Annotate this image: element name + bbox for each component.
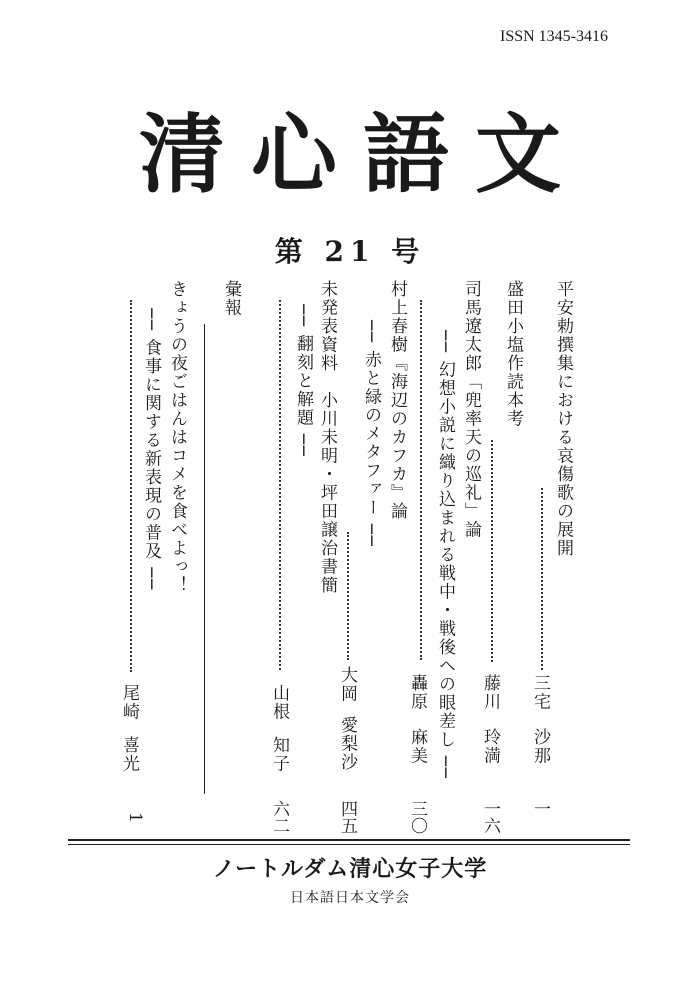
- page-number: 一六: [480, 800, 500, 834]
- toc-entry[interactable]: [384, 280, 410, 521]
- toc-subtitle: [358, 320, 384, 547]
- toc-entry[interactable]: [500, 280, 526, 428]
- page-number: 三〇: [407, 800, 427, 834]
- author-given: 沙那: [530, 728, 550, 765]
- article-subtitle: ── 幻想小説に織り込まれる戦中・戦後への眼差し ──: [435, 330, 455, 780]
- page-number: 1: [125, 812, 145, 823]
- article-title: 平安勅撰集における哀傷歌の展開: [553, 280, 573, 558]
- publisher: ノートルダム清心女子大学: [212, 856, 488, 882]
- bulletin-heading[interactable]: [218, 280, 244, 317]
- footer-rule: [68, 839, 630, 841]
- author-given: 知子: [269, 736, 289, 773]
- toc-entry[interactable]: [164, 280, 190, 595]
- bulletin-rule: [204, 324, 205, 794]
- issn: ISSN 1345-3416: [499, 28, 608, 45]
- article-title: 未発表資料 小川未明・坪田譲治書簡: [317, 280, 337, 595]
- toc-subtitle: [290, 304, 316, 457]
- toc-entry[interactable]: [314, 280, 340, 595]
- article-title: 盛田小塩作読本考: [503, 280, 523, 428]
- article-title: 村上春樹『海辺のカフカ』論: [387, 280, 407, 521]
- leader-dots: [347, 532, 349, 660]
- toc-subtitle: [138, 308, 164, 591]
- toc-entry[interactable]: [550, 280, 576, 558]
- author-given: 玲満: [480, 728, 500, 765]
- toc-subtitle: [432, 330, 458, 779]
- journal-title: 清心語文: [139, 104, 587, 205]
- author-family: 藤川: [480, 674, 500, 711]
- author-family: 轟原: [407, 674, 427, 711]
- issue-number: 第 21 号: [274, 235, 426, 268]
- author-given: 愛梨沙: [337, 716, 357, 772]
- page-number: 一: [530, 800, 550, 817]
- footer-rule-thin: [68, 844, 630, 845]
- leader-dots: [279, 300, 281, 670]
- article-subtitle: ── 赤と緑のメタファー ──: [361, 320, 381, 548]
- leader-dots: [541, 488, 543, 670]
- author-family: 山根: [269, 684, 289, 721]
- author-family: 尾崎: [119, 684, 139, 721]
- toc-entry[interactable]: [458, 280, 484, 539]
- table-of-contents: [0, 280, 700, 840]
- society: 日本語日本文学会: [290, 890, 410, 906]
- page-number: 六二: [269, 800, 289, 834]
- author-family: 三宅: [530, 674, 550, 711]
- leader-dots: [491, 440, 493, 662]
- author-given: 喜光: [119, 736, 139, 773]
- author-given: 麻美: [407, 728, 427, 765]
- article-title: 司馬遼太郎「兜率天の巡礼」論: [461, 280, 481, 539]
- article-title: きょうの夜ごはんはコメを食べよっ！: [167, 280, 187, 595]
- leader-dots: [420, 300, 422, 660]
- article-subtitle: ── 食事に関する新表現の普及 ──: [141, 308, 161, 591]
- page-number: 四五: [337, 800, 357, 834]
- article-subtitle: ── 翻刻と解題 ──: [293, 304, 313, 458]
- author-family: 大岡: [337, 666, 357, 703]
- leader-dots: [130, 300, 132, 672]
- bulletin-label: 彙報: [221, 280, 241, 317]
